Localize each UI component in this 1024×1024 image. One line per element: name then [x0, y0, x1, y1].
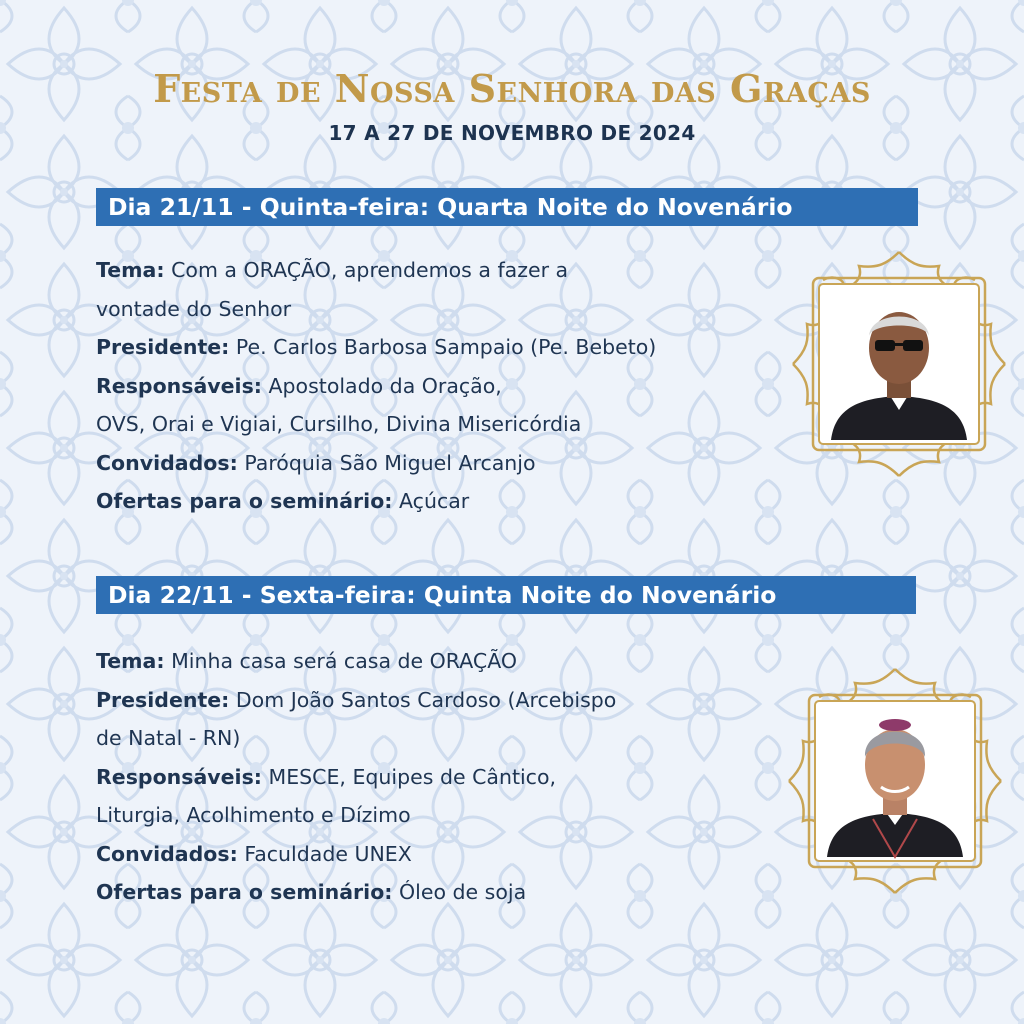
day-1-details	[96, 251, 656, 521]
day-2-heading: Dia 22/11 - Sexta-feira: Quinta Noite do Novenário	[108, 581, 777, 609]
day-1-banner	[96, 188, 918, 226]
day-1-ofertas: Ofertas para o seminário: Açúcar	[96, 489, 470, 513]
day-2-responsaveis: Responsáveis: MESCE, Equipes de Cântico,	[96, 764, 557, 789]
day-1-convidados: Convidados: Paróquia São Miguel Arcanjo	[96, 450, 536, 475]
day-1-tema-cont: vontade do Senhor	[96, 296, 292, 321]
day-1-responsaveis-cont: OVS, Orai e Vigiai, Cursilho, Divina Misericórdia	[96, 412, 582, 436]
day-2-convidados: Convidados: Faculdade UNEX	[96, 841, 412, 866]
event-dates: 17 A 27 DE NOVEMBRO DE 2024	[328, 121, 696, 145]
day-2-presidente-cont: de Natal - RN)	[96, 726, 241, 750]
day-1-tema: Tema: Com a ORAÇÃO, aprendemos a fazer a	[96, 258, 569, 282]
day-1-responsaveis: Responsáveis: Apostolado da Oração,	[96, 373, 502, 398]
page-title: Festa de Nossa Senhora das Graças	[153, 66, 871, 111]
day-1-heading: Dia 21/11 - Quinta-feira: Quarta Noite do Novenário	[108, 193, 793, 221]
day-2-tema: Tema: Minha casa será casa de ORAÇÃO	[96, 649, 517, 673]
day-2-details	[96, 642, 616, 912]
day-2-responsaveis-cont: Liturgia, Acolhimento e Dízimo	[96, 803, 411, 827]
priest-portrait-1	[789, 248, 1009, 480]
day-2-presidente: Presidente: Dom João Santos Cardoso (Arcebispo	[96, 687, 617, 712]
bishop-portrait-2	[785, 665, 1005, 897]
day-2-ofertas: Ofertas para o seminário: Óleo de soja	[96, 880, 527, 904]
day-1-presidente: Presidente: Pe. Carlos Barbosa Sampaio (Pe. Bebeto)	[96, 335, 657, 359]
day-2-banner	[96, 576, 916, 614]
